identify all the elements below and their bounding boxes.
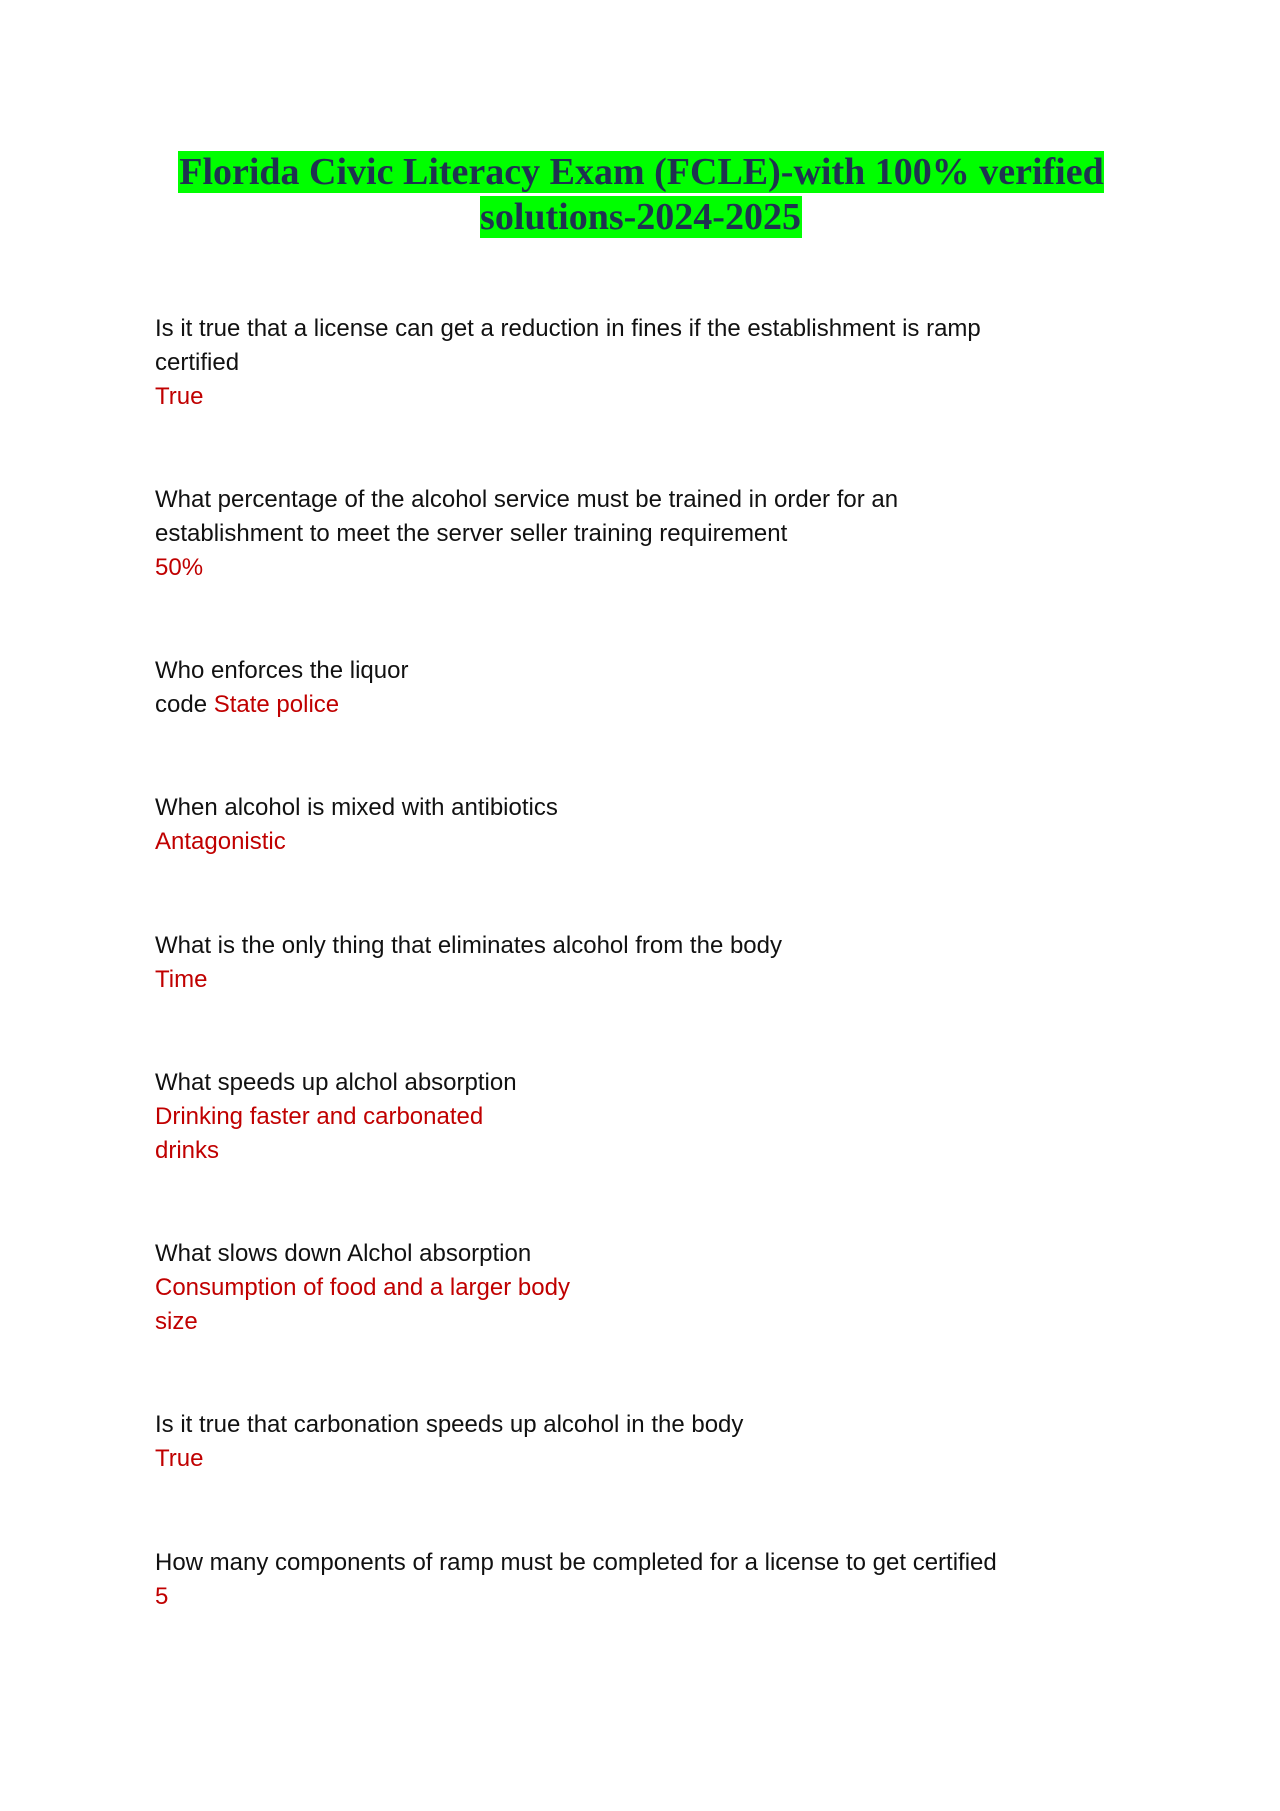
question-7: What slows down Alchol absorption (155, 1240, 532, 1267)
answer-1: True (155, 383, 204, 410)
question-5: What is the only thing that eliminates alcohol from the body (155, 932, 782, 959)
document-title-text: Florida Civic Literacy Exam (FCLE)-with 100% verified solutions-2024-2025 (179, 151, 1104, 238)
qa-item-3 (155, 654, 1085, 722)
question-3-line-wrapper (155, 654, 1085, 722)
answer-7: Consumption of food and a larger body size (155, 1274, 570, 1335)
answer-5: Time (155, 966, 208, 993)
question-8: Is it true that carbonation speeds up alcohol in the body (155, 1411, 744, 1438)
answer-2: 50% (155, 554, 204, 581)
qa-item-8 (155, 1408, 1085, 1476)
qa-item-2 (155, 483, 1085, 585)
qa-item-4 (155, 791, 1085, 859)
qa-item-9 (155, 1546, 1085, 1614)
qa-item-5 (155, 929, 1085, 997)
question-4: When alcohol is mixed with antibiotics (155, 794, 558, 821)
qa-item-6 (155, 1066, 1085, 1168)
answer-6: Drinking faster and carbonated drinks (155, 1103, 484, 1164)
question-1: Is it true that a license can get a reduction in fines if the establishment is ramp certified (155, 315, 981, 376)
question-3: Who enforces the liquor code (155, 657, 409, 718)
document-title (155, 150, 1127, 240)
answer-3: State police (213, 691, 340, 718)
question-2: What percentage of the alcohol service must be trained in order for an establishment to meet the server seller training requirement (155, 486, 899, 547)
answer-4: Antagonistic (155, 828, 286, 855)
qa-item-7 (155, 1237, 1085, 1339)
question-6: What speeds up alchol absorption (155, 1069, 517, 1096)
question-9: How many components of ramp must be completed for a license to get certified (155, 1549, 997, 1576)
answer-9: 5 (155, 1583, 169, 1610)
qa-item-1 (155, 312, 1085, 414)
answer-8: True (155, 1445, 204, 1472)
